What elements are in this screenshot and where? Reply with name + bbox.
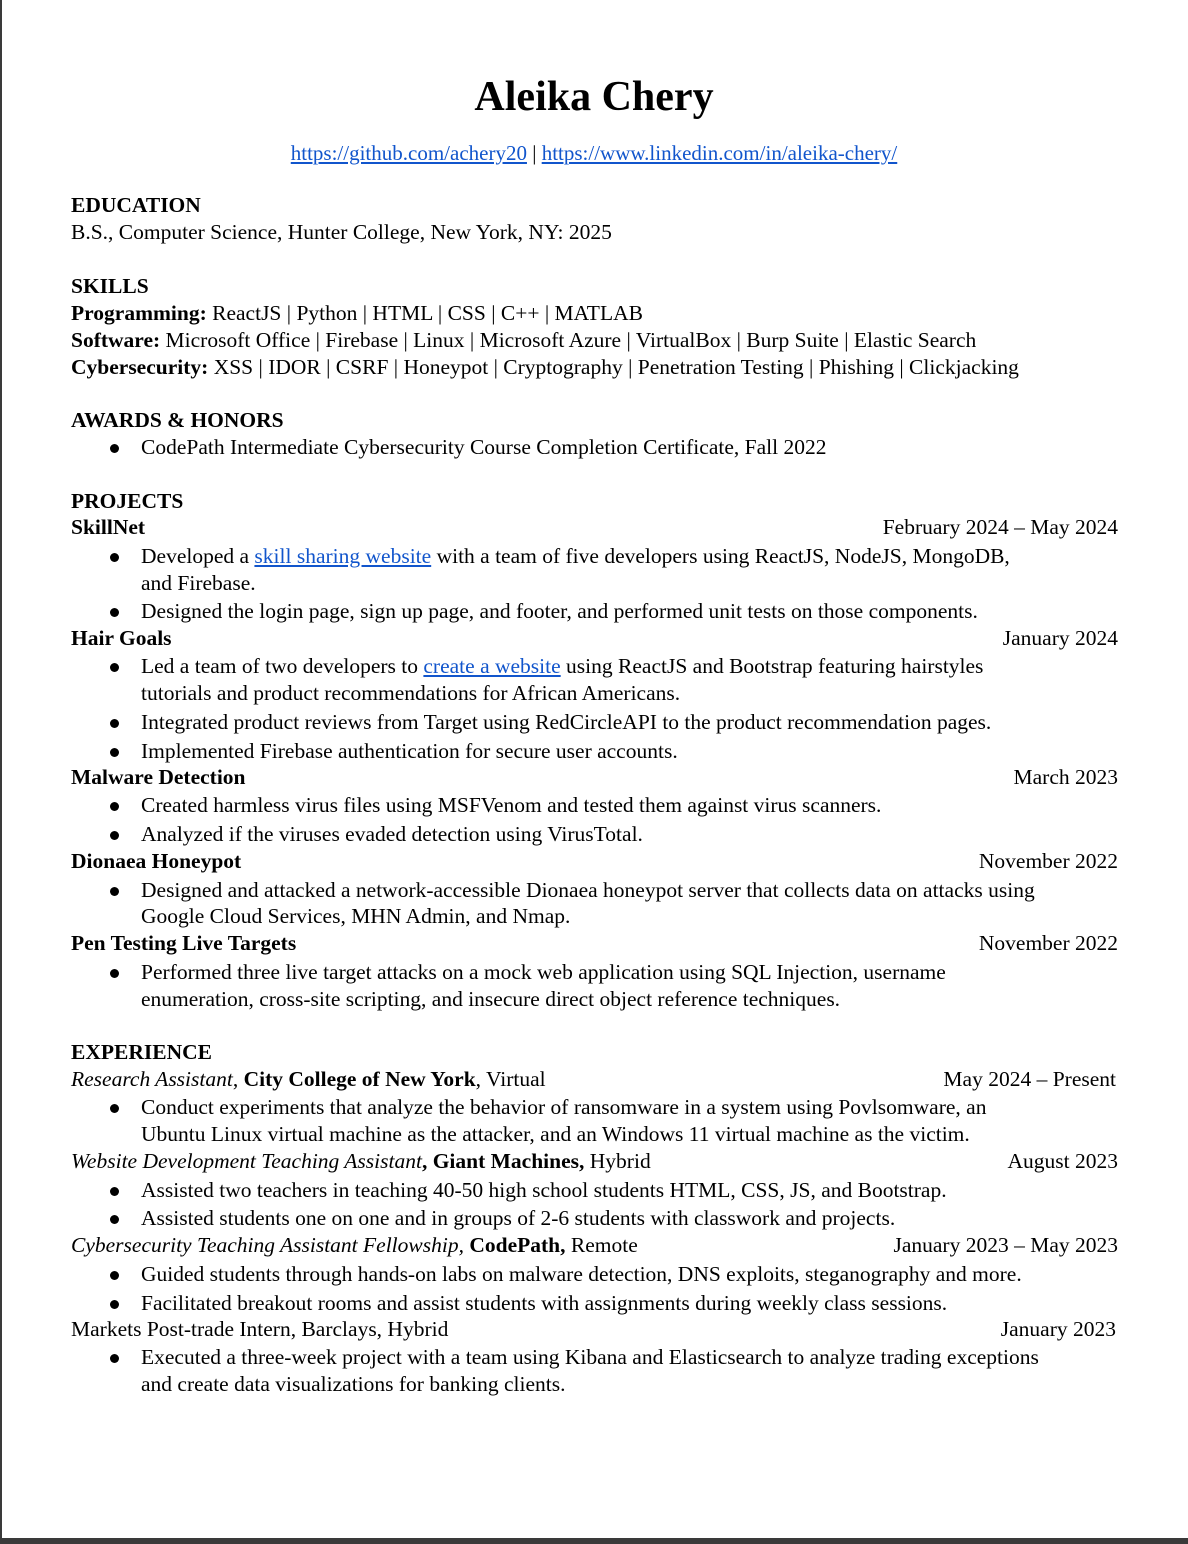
cp-bullet-1: Guided students through hands-on labs on malware detection, DNS exploits, steganography and more. (141, 1262, 1022, 1286)
skillnet-bullet-1 (141, 543, 1010, 570)
gm-loc: Hybrid (584, 1149, 651, 1173)
dionaea-bullet-1-cont: Google Cloud Services, MHN Admin, and Nmap. (141, 904, 571, 928)
hair-bullet-1 (141, 653, 983, 680)
project-date-skillnet: February 2024 – May 2024 (882, 515, 1118, 539)
cp-loc: Remote (565, 1233, 638, 1257)
skills-heading: SKILLS (71, 274, 149, 298)
projects-heading: PROJECTS (71, 489, 184, 513)
education-degree: B.S., Computer Science, Hunter College, New York, NY: 2025 (71, 220, 612, 244)
cybersecurity-label: Cybersecurity: (71, 355, 209, 379)
bullet-icon (108, 434, 122, 461)
pentest-bullet-1-cont: enumeration, cross-site scripting, and insecure direct object reference techniques. (141, 987, 841, 1011)
bullet-icon (108, 877, 122, 904)
education-heading: EDUCATION (71, 193, 201, 217)
software-label: Software: (71, 328, 161, 352)
skills-cybersecurity (71, 354, 1019, 381)
contact-separator: | (526, 141, 542, 165)
project-title-pentest: Pen Testing Live Targets (71, 931, 297, 955)
bullet-icon (108, 1344, 122, 1371)
hair-bullet-3: Implemented Firebase authentication for secure user accounts. (141, 739, 678, 763)
project-date-hair-goals: January 2024 (1002, 626, 1118, 650)
gm-bullet-2: Assisted students one on one and in groups of 2-6 students with classwork and projects. (141, 1206, 896, 1230)
ra-loc: , Virtual (475, 1067, 546, 1091)
gm-org: , Giant Machines, (421, 1149, 585, 1173)
ra-bullet-1: Conduct experiments that analyze the behavior of ransomware in a system using Povlsomware, an (141, 1095, 987, 1119)
linkedin-link[interactable]: https://www.linkedin.com/in/aleika-chery/ (541, 141, 898, 165)
experience-title-ra (71, 1066, 546, 1093)
hair-bullet-1-pre: Led a team of two developers to (141, 654, 424, 678)
skill-sharing-website-link[interactable]: skill sharing website (254, 544, 432, 568)
project-date-malware: March 2023 (1013, 765, 1118, 789)
bullet-icon (108, 1261, 122, 1288)
bullet-icon (108, 1290, 122, 1317)
ra-org: City College of New York (243, 1067, 476, 1091)
software-list: Microsoft Office | Firebase | Linux | Microsoft Azure | VirtualBox | Burp Suite | Elastic Search (160, 328, 977, 352)
gm-bullet-1: Assisted two teachers in teaching 40-50 high school students HTML, CSS, JS, and Bootstrap. (141, 1178, 947, 1202)
experience-title-cp (71, 1232, 638, 1259)
cp-bullet-2: Facilitated breakout rooms and assist students with assignments during weekly class sessions. (141, 1291, 948, 1315)
cp-role: Cybersecurity Teaching Assistant Fellowship, (71, 1233, 464, 1257)
bullet-icon (108, 1177, 122, 1204)
bullet-icon (108, 1205, 122, 1232)
experience-date-barclays: January 2023 (1000, 1317, 1116, 1341)
skills-programming (71, 300, 643, 327)
dionaea-bullet-1: Designed and attacked a network-accessible Dionaea honeypot server that collects data on attacks using (141, 878, 1035, 902)
bullet-icon (108, 792, 122, 819)
experience-heading: EXPERIENCE (71, 1040, 212, 1064)
create-website-link[interactable]: create a website (423, 654, 561, 678)
hair-bullet-2: Integrated product reviews from Target using RedCircleAPI to the product recommendation pages. (141, 710, 992, 734)
contact-links (0, 140, 1188, 166)
bullet-icon (108, 959, 122, 986)
experience-title-gm (71, 1148, 651, 1175)
malware-bullet-2: Analyzed if the viruses evaded detection using VirusTotal. (141, 822, 643, 846)
experience-date-gm: August 2023 (1007, 1149, 1118, 1173)
project-title-skillnet: SkillNet (71, 515, 146, 539)
project-title-dionaea: Dionaea Honeypot (71, 849, 242, 873)
experience-date-cp: January 2023 – May 2023 (893, 1233, 1118, 1257)
bullet-icon (108, 709, 122, 736)
hair-bullet-1-post: using ReactJS and Bootstrap featuring hairstyles (560, 654, 984, 678)
skillnet-bullet-1-cont: and Firebase. (141, 571, 256, 595)
ra-role: Research Assistant (71, 1067, 233, 1091)
malware-bullet-1: Created harmless virus files using MSFVenom and tested them against virus scanners. (141, 793, 882, 817)
bullet-icon (108, 1094, 122, 1121)
resume-name: Aleika Chery (474, 74, 714, 120)
bullet-icon (108, 821, 122, 848)
skillnet-bullet-1-post: with a team of five developers using ReactJS, NodeJS, MongoDB, (431, 544, 1010, 568)
experience-date-ra: May 2024 – Present (943, 1067, 1116, 1091)
awards-heading: AWARDS & HONORS (71, 408, 284, 432)
github-link[interactable]: https://github.com/achery20 (290, 141, 527, 165)
barclays-bullet-1: Executed a three-week project with a team using Kibana and Elasticsearch to analyze trading exceptions (141, 1345, 1039, 1369)
gm-role: Website Development Teaching Assistant (71, 1149, 422, 1173)
project-date-dionaea: November 2022 (978, 849, 1118, 873)
pentest-bullet-1: Performed three live target attacks on a mock web application using SQL Injection, username (141, 960, 946, 984)
cp-org: CodePath, (463, 1233, 566, 1257)
ra-bullet-1-cont: Ubuntu Linux virtual machine as the attacker, and an Windows 11 virtual machine as the victim. (141, 1122, 970, 1146)
experience-title-barclays: Markets Post-trade Intern, Barclays, Hybrid (71, 1317, 449, 1341)
project-title-malware: Malware Detection (71, 765, 246, 789)
skillnet-bullet-1-pre: Developed a (141, 544, 255, 568)
bullet-icon (108, 598, 122, 625)
bullet-icon (108, 653, 122, 680)
project-date-pentest: November 2022 (978, 931, 1118, 955)
skillnet-bullet-2: Designed the login page, sign up page, and footer, and performed unit tests on those components. (141, 599, 978, 623)
page-border-bottom (0, 1538, 1188, 1544)
programming-label: Programming: (71, 301, 207, 325)
barclays-bullet-1-cont: and create data visualizations for banking clients. (141, 1372, 566, 1396)
award-item: CodePath Intermediate Cybersecurity Course Completion Certificate, Fall 2022 (141, 435, 827, 459)
programming-list: ReactJS | Python | HTML | CSS | C++ | MATLAB (206, 301, 643, 325)
bullet-icon (108, 543, 122, 570)
cybersecurity-list: XSS | IDOR | CSRF | Honeypot | Cryptography | Penetration Testing | Phishing | Clickjacking (208, 355, 1019, 379)
ra-sep: , (232, 1067, 244, 1091)
skills-software (71, 327, 976, 354)
hair-bullet-1-cont: tutorials and product recommendations for African Americans. (141, 681, 681, 705)
bullet-icon (108, 738, 122, 765)
project-title-hair-goals: Hair Goals (71, 626, 172, 650)
